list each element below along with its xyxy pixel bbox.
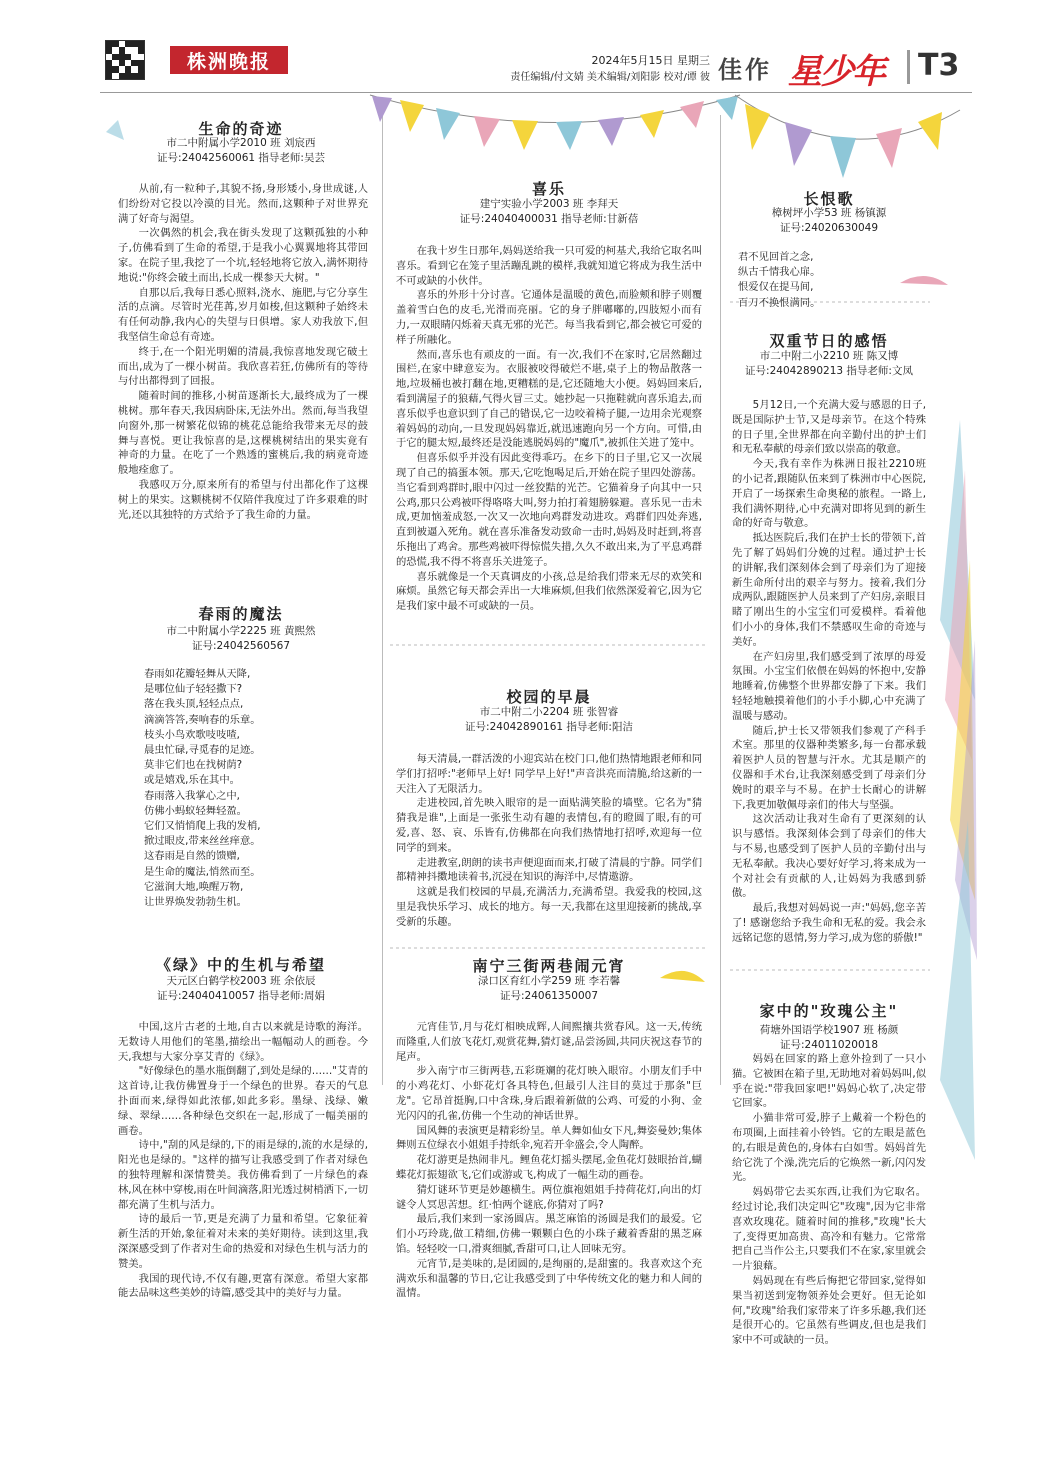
article-byline	[730, 349, 928, 379]
poem-line: 纵古千情我心扉。	[738, 266, 821, 279]
poem-line: 它滋润大地,唤醒万物,	[144, 880, 244, 893]
article-paragraph: 最后,我们来到一家汤圆店。黑芝麻馅的汤圆是我们的最爱。它们小巧玲珑,做工精细,仿佛一颗颗白色的小珠子藏着香甜的黑芝麻馅。轻轻咬一口,滑爽细腻,香甜可口,让人回味无穷。	[396, 1213, 702, 1255]
poem-line: 或是嬉戏,乐在其中。	[144, 774, 240, 787]
article-body	[118, 1020, 368, 1301]
side-streamers	[940, 420, 977, 1160]
article-paragraph: 喜乐的外形十分讨喜。它通体是温暖的黄色,而脸颊和脖子则覆盖着雪白色的皮毛,光滑而亮丽。它的身子胖嘟嘟的,四肢短小而有力,一双眼睛闪烁着天真无邪的光芒。每当我看到它,都会被它可爱的样子所融化。	[396, 289, 702, 346]
article-paragraph: 每天清晨,一群活泼的小迎宾站在校门口,他们热情地跟老师和同学们打招呼:"老师早上好! 同学早上好!"声音洪亮而清脆,给这新的一天注入了无限活力。	[396, 753, 702, 795]
poem-line: 滴滴答答,奏响春的乐章。	[144, 713, 261, 726]
article-byline	[390, 974, 708, 1004]
issue-date: 2024年5月15日 星期三	[591, 54, 710, 67]
editor-credits: 责任编辑/付文婧 美术编辑/刘阳影 校对/谭 彼	[510, 72, 710, 83]
article-title: 南宁三街两巷闹元宵	[472, 957, 626, 975]
article-body	[396, 752, 702, 930]
article-paragraph: 随着时间的推移,小树苗逐渐长大,最终成为了一棵桃树。那年春天,我因病卧床,无法外出。然而,每当我望向窗外,那一树繁花似锦的桃花总能给我带来无尽的鼓舞与喜悦。更让我惊喜的是,这棵桃树结出的果实竟有神奇的力量。在吃了一个熟透的蜜桃后,我的病竟奇迹般地痊愈了。	[118, 390, 368, 477]
article-paragraph: 诗中,"刮的风是绿的,下的雨是绿的,流的水是绿的,阳光也是绿的。"这样的描写让我感受到了作者对绿色的独特理解和深情赞美。我仿佛看到了一片绿色的森林,风在林中穿梭,雨在叶间滴落,阳光透过树梢洒下,一切都充满了生机与活力。	[118, 1139, 368, 1211]
author-school: 渌口区育红小学259 班 李若馨	[477, 975, 621, 987]
poem-line: 这春雨是自然的馈赠,	[144, 850, 240, 863]
poem-line: 君不见回首之念,	[738, 251, 814, 263]
article-paragraph: 元宵节,是美味的,是团圆的,是绚丽的,是甜蜜的。我喜欢这个充满欢乐和温馨的节日,它让我感受到了中华传统文化的魅力和人间的温情。	[396, 1257, 702, 1300]
article-byline	[110, 136, 372, 166]
author-school: 天元区白鹤学校2003 班 余依辰	[166, 975, 316, 987]
poem-line: 晨虫忙碌,寻觅春的足迹。	[144, 744, 261, 757]
article-byline	[390, 197, 708, 227]
article-paragraph: 这次活动让我对生命有了更深刻的认识与感悟。我深刻体会到了母亲们的伟大与不易,也感受到了医护人员的辛勤付出与无私奉献。我决心要好好学习,将来成为一个对社会有贡献的人,让妈妈为我感到骄傲。	[732, 813, 926, 900]
poem-line: 恨爱仅在提马间,	[738, 281, 814, 294]
pennant-banner-right	[735, 95, 960, 178]
article-paragraph: 抵达医院后,我们在护士长的带领下,首先了解了妈妈们分娩的过程。通过护士长的讲解,我们深刻体会到了母亲们为了迎接新生命所付出的艰辛与努力。接着,我们分成两队,跟随医护人员来到了产妇房,亲眼目睹了刚出生的小宝宝们可爱模样。看着他们小小的身体,我们不禁感叹生命的奇迹与美好。	[732, 532, 926, 648]
article-title: 生命的奇迹	[198, 120, 284, 138]
article-paragraph: 喜乐就像是一个天真调皮的小孩,总是给我们带来无尽的欢笑和麻烦。虽然它每天都会弄出一大堆麻烦,但我们依然深爱着它,因为它是我们家中最不可或缺的一员。	[396, 570, 702, 613]
poem-body	[144, 667, 364, 910]
article-paragraph: 然而,喜乐也有顽皮的一面。有一次,我们不在家时,它居然翻过围栏,在家中肆意妄为。衣服被咬得破烂不堪,桌子上的物品散落一地,垃圾桶也被打翻在地,更糟糕的是,它还随地大小便。妈妈回来后,看到满屋子的狼藉,气得火冒三丈。她抄起一只拖鞋就向喜乐追去,而喜乐似乎也意识到了自己的错误,它一边咬着椅子腿,一边用余光观察着妈妈的动向,一旦发现妈妈靠近,就迅速跑向另一个方向。可惜,由于它的腿太短,最终还是没能逃脱妈妈的"魔爪",被抓住关进了笼中。	[396, 348, 702, 450]
article-body	[118, 182, 368, 522]
article-paragraph: 我国的现代诗,不仅有趣,更富有深意。希望大家都能去品味这些美妙的诗篇,感受其中的美好与力量。	[118, 1272, 368, 1300]
article-paragraph: 走进教室,朗朗的读书声便迎面而来,打破了清晨的宁静。同学们都精神抖擞地读着书,沉浸在知识的海洋中,尽情遨游。	[396, 856, 702, 884]
poem-line: 它们又悄悄爬上我的发梢,	[144, 820, 261, 833]
article-paragraph: 终于,在一个阳光明媚的清晨,我惊喜地发现它破土而出,成为了一棵小树苗。我欣喜若狂,仿佛所有的等待与付出都得到了回报。	[118, 345, 368, 388]
article-byline	[110, 624, 372, 654]
article-title: 春雨的魔法	[198, 605, 284, 623]
article-paragraph: 妈妈带它去买东西,让我们为它取名。经过讨论,我们决定叫它"玫瑰",因为它非常喜欢玫瑰花。随着时间的推移,"玫瑰"长大了,变得更加高贵、高冷和有魅力。它常常把自己当作公主,只要我们不在家,家里就会一片狼藉。	[732, 1186, 926, 1273]
article-paragraph: 今天,我有幸作为株洲日报社2210班的小记者,跟随队伍来到了株洲市中心医院,开启了一场探索生命奥秘的旅程。一路上,我们满怀期待,心中充满对即将见到的新生命的好奇与敬意。	[732, 458, 926, 530]
poem-line: 是生命的魔法,悄然而至。	[144, 865, 261, 878]
newspaper-logo: 株洲晚报	[170, 46, 288, 74]
poem-line: 是哪位仙子轻轻撒下?	[144, 683, 243, 696]
poem-line: 落在我头顶,轻轻点点,	[144, 698, 244, 711]
article-body	[732, 398, 926, 945]
article-paragraph: 诗的最后一节,更是充满了力量和希望。它象征着新生活的开始,象征着对未来的美好期待。读到这里,我深深感受到了作者对生命的热爱和对绿色生机与活力的赞美。	[118, 1213, 368, 1270]
article-paragraph: 从前,有一粒种子,其貌不扬,身形矮小,身世成谜,人们纷纷对它投以冷漠的目光。然而,这颗种子对世界充满了好奇与渴望。	[118, 183, 368, 225]
article-paragraph: "好像绿色的墨水瓶倒翻了,到处是绿的……"艾青的这首诗,让我仿佛置身于一个绿色的世界。春天的气息扑面而来,绿得如此浓郁,如此多彩。墨绿、浅绿、嫩绿、翠绿……各种绿色交织在一起,形成了一幅美丽的画卷。	[118, 1065, 368, 1137]
article-body	[732, 1052, 926, 1348]
article-title: 长恨歌	[803, 190, 855, 208]
poem-line: 春雨如花瓣轻舞从天降,	[144, 668, 251, 680]
poem-line: 春雨落入我掌心之中,	[144, 789, 240, 802]
article-paragraph: 在产妇房里,我们感受到了浓厚的母爱氛围。小宝宝们依偎在妈妈的怀抱中,安静地睡着,仿佛整个世界都安静了下来。我们轻轻地触摸着他们的小手小脚,心中充满了温暖与感动。	[732, 650, 926, 722]
article-paragraph: 这就是我们校园的早晨,充满活力,充满希望。我爱我的校园,这里是我快乐学习、成长的地方。每一天,我都在这里迎接新的挑战,享受新的乐趣。	[396, 886, 702, 928]
article-paragraph: 猜灯谜环节更是妙趣横生。两位旗袍姐姐手持荷花灯,向出的灯谜令人冥思苦想。红·怕两个谜底,你猜对了吗?	[396, 1183, 702, 1211]
author-cert: 证号:24042560567	[191, 640, 291, 652]
author-school: 荷塘外国语学校1907 班 杨颜	[759, 1024, 899, 1036]
author-school: 市二中附属小学2225 班 黄熙然	[166, 625, 316, 637]
article-title: 校园的早晨	[506, 688, 592, 706]
article-byline	[730, 1023, 928, 1053]
poem-body	[738, 250, 918, 311]
article-paragraph: 走进校园,首先映入眼帘的是一面贴满笑脸的墙壁。它名为"猜猜我是谁",上面是一张张生动有趣的表情包,有的瞪圆了眼,有的可爱,喜、怒、哀、乐皆有,仿佛都在向我们热情地打招呼,欢迎每一位同学的到来。	[396, 797, 702, 854]
article-byline	[110, 974, 372, 1004]
author-school: 市二中附属小学2010 班 刘宸西	[166, 137, 316, 149]
author-cert: 证号:24011020018	[779, 1039, 879, 1051]
poem-line: 枝头小鸟欢歌吱吱喳,	[144, 728, 240, 741]
author-school: 市二中附二小2204 班 张智睿	[479, 706, 619, 718]
article-byline	[390, 705, 708, 735]
page-number: T3	[918, 48, 960, 83]
author-school: 市二中附二小2210 班 陈又博	[759, 350, 899, 362]
author-cert: 证号:24042890161 指导老师:阳洁	[465, 721, 633, 733]
article-paragraph: 自那以后,我每日悉心照料,浇水、施肥,与它分享生活的点滴。尽管时光荏苒,岁月如梭,但这颗种子始终未有任何动静,我内心的失望与日俱增。家人劝我放下,但我坚信生命总有奇迹。	[118, 286, 368, 343]
poem-line: 掀过眼皮,带来丝丝痒意。	[144, 835, 261, 848]
section-name: 佳作	[718, 56, 772, 84]
pennant-banner	[370, 95, 740, 150]
author-cert: 证号:24042890213 指导老师:文凤	[745, 365, 913, 377]
article-body	[396, 1020, 702, 1301]
article-paragraph: 在我十岁生日那年,妈妈送给我一只可爱的柯基犬,我给它取名叫喜乐。看到它在笼子里活蹦乱跳的模样,我就知道它将成为我生活中不可或缺的小伙伴。	[396, 245, 702, 287]
article-title: 喜乐	[531, 180, 566, 198]
article-paragraph: 国风舞的表演更是精彩纷呈。单人舞如仙女下凡,舞姿曼妙;集体舞则五位绿衣小姐姐手持纸伞,宛若开伞盛会,令人陶醉。	[396, 1124, 702, 1152]
article-paragraph: 步入南宁市三街两巷,五彩斑斓的花灯映入眼帘。小朋友们手中的小鸡花灯、小虾花灯各具特色,但最引人注目的莫过于那条"巨龙"。它昂首挺胸,口中含珠,身后跟着新做的公鸡、可爱的小狗、金光闪闪的孔雀,仿佛一个生动的神话世界。	[396, 1065, 702, 1122]
article-paragraph: 5月12日,一个充满大爱与感恩的日子,既是国际护士节,又是母亲节。在这个特殊的日子里,全世界都在向辛勤付出的护士们和无私奉献的母亲们致以崇高的敬意。	[732, 399, 926, 456]
article-title: 家中的"玫瑰公主"	[759, 1002, 899, 1020]
article-paragraph: 妈妈现在有些后悔把它带回家,觉得如果当初送到宠物领养处会更好。但无论如何,"玫瑰"给我们家带来了许多乐趣,我们还是很开心的。它虽然有些调皮,但也是我们家中不可或缺的一员。	[732, 1274, 926, 1347]
author-cert: 证号:24040400031 指导老师:甘新蓓	[459, 213, 639, 225]
article-paragraph: 妈妈在回家的路上意外捡到了一只小猫。它被困在箱子里,无助地对着妈妈叫,似乎在说:"带我回家吧!"妈妈心软了,决定带它回家。	[732, 1053, 926, 1110]
article-paragraph: 一次偶然的机会,我在街头发现了这颗孤独的小种子,仿佛看到了生命的希望,于是我小心翼翼地将其带回家。在院子里,我挖了一个坑,轻轻地将它放入,满怀期待地说:"你终会破土而出,长成一棵参天大树。"	[118, 227, 368, 284]
article-paragraph: 花灯游更是热闹非凡。鲤鱼花灯摇头摆尾,金鱼花灯鼓眼抬首,蝴蝶花灯振翅欲飞,它们或游或飞,构成了一幅生动的画卷。	[396, 1154, 702, 1181]
author-cert: 证号:24042560061 指导老师:吴芸	[157, 152, 325, 164]
article-paragraph: 最后,我想对妈妈说一声:"妈妈,您辛苦了! 感谢您给予我生命和无私的爱。我会永远铭记您的恩情,努力学习,成为您的骄傲!"	[732, 902, 926, 944]
brand-title: 星少年	[788, 52, 884, 92]
article-body	[396, 244, 702, 614]
article-title: 《绿》中的生机与希望	[155, 956, 326, 974]
article-paragraph: 中国,这片古老的土地,自古以来就是诗歌的海洋。无数诗人用他们的笔墨,描绘出一幅幅动人的画卷。今天,我想与大家分享艾青的《绿》。	[118, 1021, 368, 1063]
author-cert: 证号:24061350007	[499, 990, 599, 1002]
article-paragraph: 我感叹万分,原来所有的希望与付出都化作了这棵树上的果实。这颗桃树不仅陪伴我度过了许多艰难的时光,还以其独特的方式给予了我生命的力量。	[118, 478, 368, 521]
article-paragraph: 但喜乐似乎并没有因此变得乖巧。在乡下的日子里,它又一次展现了自己的搞蛋本领。那天,它吃饱喝足后,开始在院子里四处游荡。当它看到鸡群时,眼中闪过一丝狡黠的光芒。它猫着身子向其中一只公鸡,那只公鸡被吓得咯咯大叫,努力拍打着翅膀躲避。喜乐见一击未成,更加恼羞成怒,一次又一次地向鸡群发动进攻。鸡群们四处奔逃,直到被逼入死角。就在喜乐准备发动致命一击时,妈妈及时赶到,将喜乐拖出了鸡舍。那些鸡被吓得惊慌失措,久久不敢出来,为了平息鸡群的恐慌,我不得不将喜乐关进笼子。	[396, 452, 702, 568]
author-school: 建宁实验小学2003 班 李拜天	[479, 198, 619, 210]
author-school: 樟树坪小学53 班 杨镇源	[771, 207, 887, 219]
poem-line: 让世界焕发勃勃生机。	[144, 896, 247, 909]
author-cert: 证号:24040410057 指导老师:周娟	[157, 990, 325, 1002]
article-paragraph: 随后,护士长又带领我们参观了产科手术室。那里的仪器种类繁多,每一台都承载着医护人员的智慧与汗水。尤其是顺产的仪器和手术台,让我深刻感受到了母亲们分娩时的艰辛与不易。在护士长耐心的讲解下,我更加敬佩母亲们的伟大与坚强。	[732, 724, 926, 811]
poem-line: 仿佛小蚂蚁轻舞轻盈。	[144, 804, 247, 817]
poem-line: 百刀不换恨满同。	[738, 296, 821, 309]
article-paragraph: 元宵佳节,月与花灯相映成辉,人间熙攘共赏春风。这一天,传统而隆重,人们放飞花灯,观赏花舞,猜灯谜,品尝汤圆,共同庆祝这春节的尾声。	[396, 1021, 702, 1063]
article-byline	[730, 206, 928, 236]
article-paragraph: 小猫非常可爱,脖子上戴着一个粉色的布项圈,上面挂着小铃铛。它的左眼是蓝色的,右眼是黄色的,身体右白如雪。妈妈首先给它洗了个澡,洗完后的它焕然一新,闪闪发光。	[732, 1112, 926, 1184]
poem-line: 莫非它们也在找树荫?	[144, 759, 243, 772]
article-title: 双重节日的感悟	[769, 332, 889, 350]
author-cert: 证号:24020630049	[779, 222, 879, 234]
